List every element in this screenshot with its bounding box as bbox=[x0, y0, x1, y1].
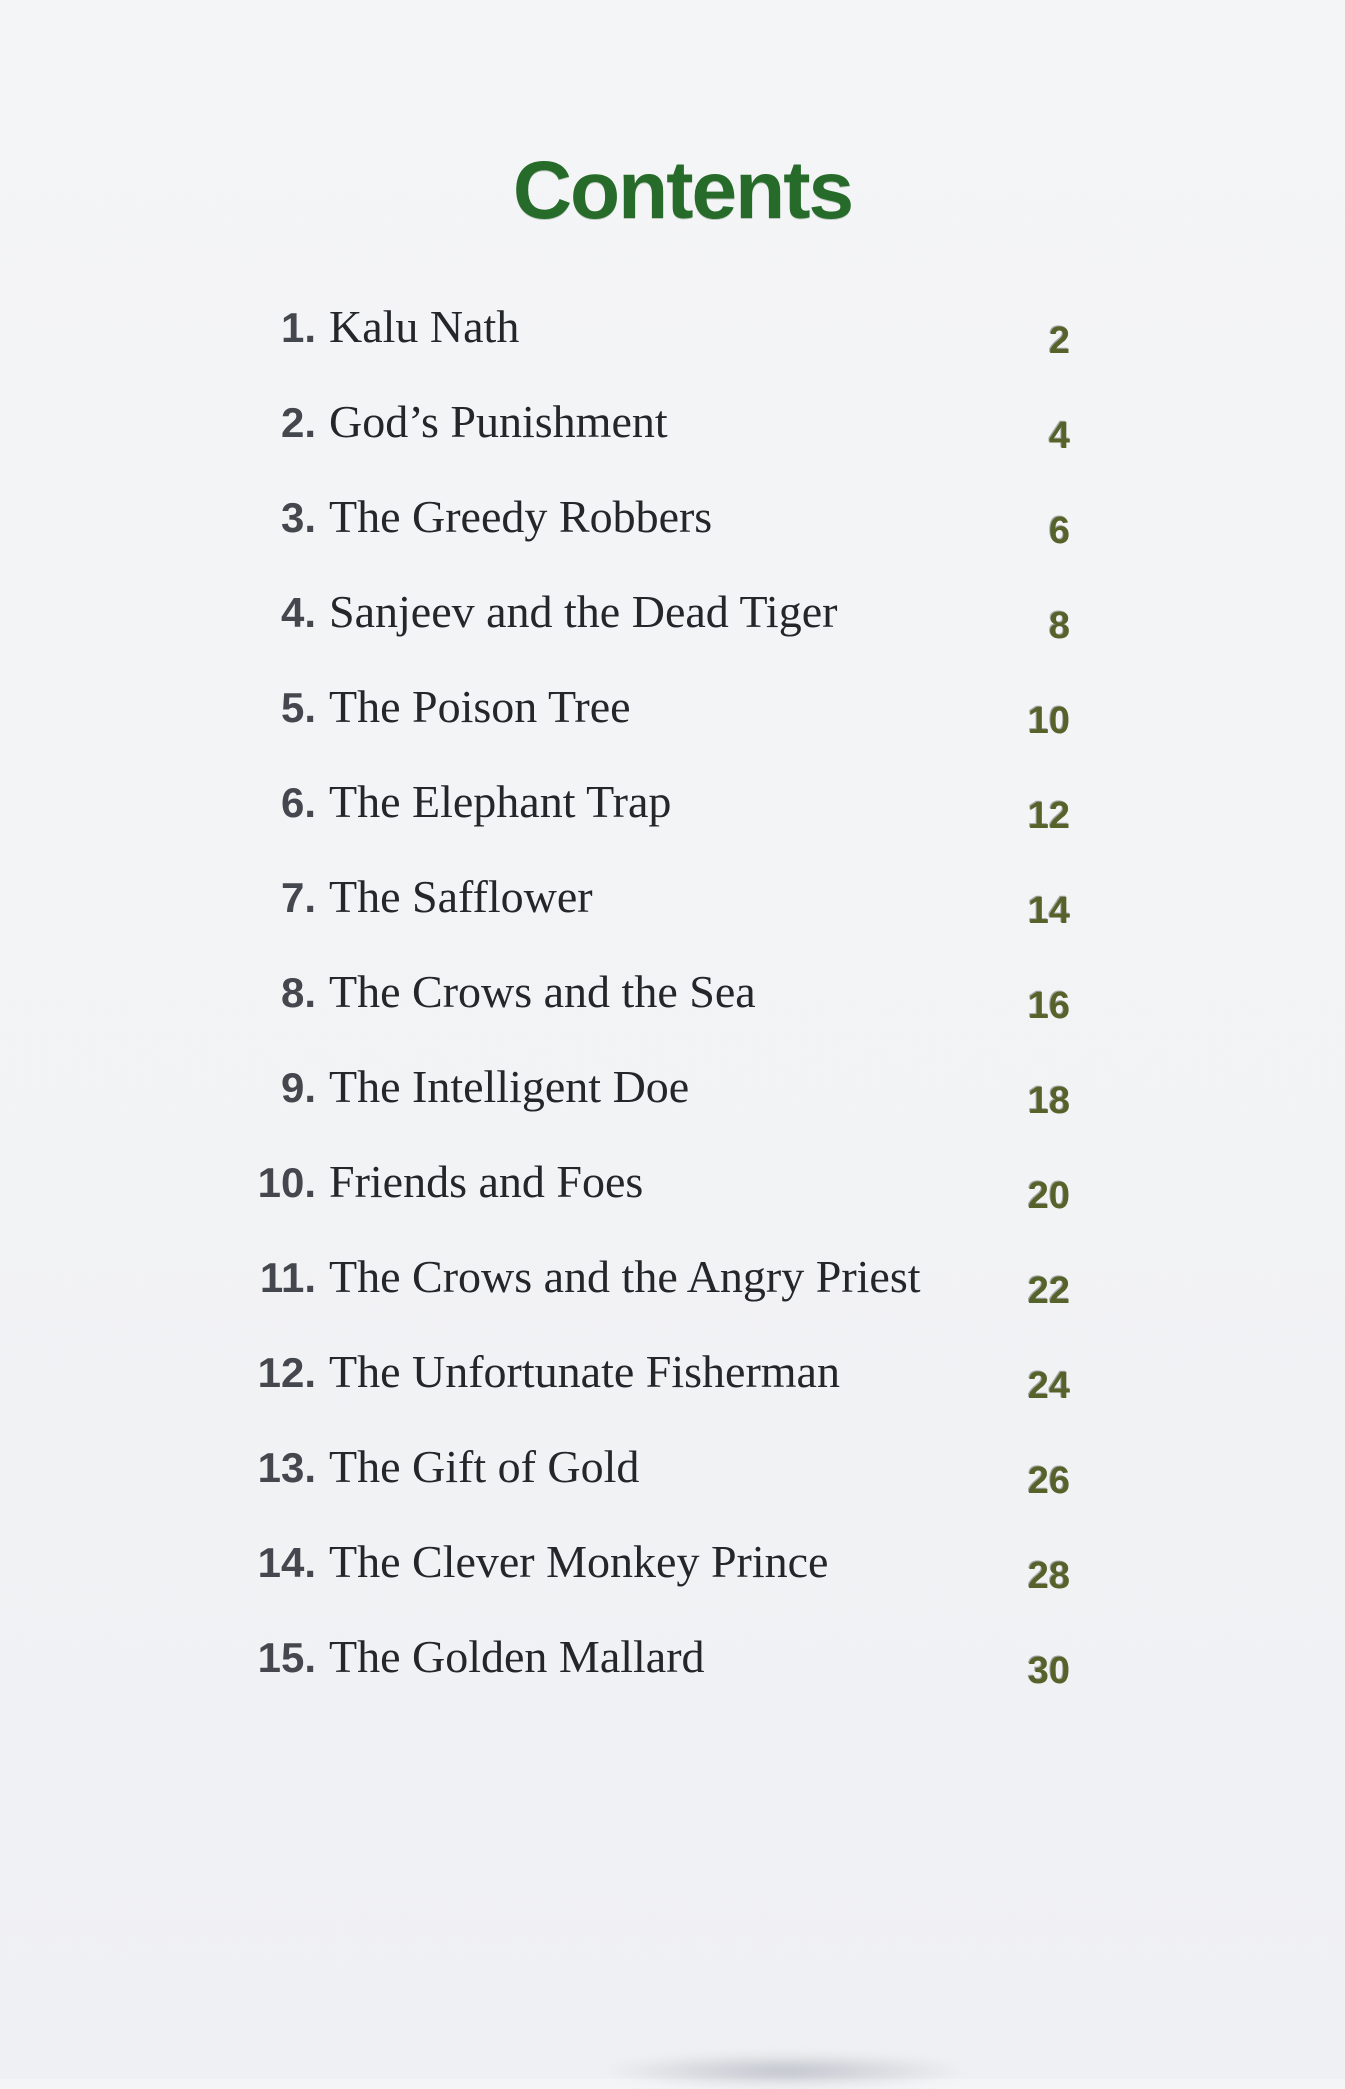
toc-item-page-number: 30 bbox=[1027, 1650, 1070, 1692]
toc-item-page-number: 26 bbox=[1027, 1460, 1070, 1502]
toc-item-title: The Gift of Gold bbox=[329, 1441, 640, 1492]
toc-item-title: The Golden Mallard bbox=[329, 1631, 705, 1682]
toc-item-page-number: 10 bbox=[1027, 700, 1070, 742]
toc-item-page-number: 14 bbox=[1027, 890, 1070, 932]
toc-row bbox=[0, 965, 1345, 1060]
toc-item-page-number: 6 bbox=[1048, 510, 1070, 552]
toc-row bbox=[0, 300, 1345, 395]
toc-row bbox=[0, 1345, 1345, 1440]
toc-item-number: 8. bbox=[280, 969, 316, 1016]
toc-item-number: 7. bbox=[280, 874, 316, 921]
toc-item-page-number: 28 bbox=[1027, 1555, 1070, 1597]
toc-row bbox=[0, 775, 1345, 870]
toc-item-title: The Poison Tree bbox=[329, 681, 631, 732]
toc-item-number: 6. bbox=[280, 779, 316, 826]
toc-item-page-number: 12 bbox=[1027, 795, 1070, 837]
toc-item-title: The Safflower bbox=[329, 871, 593, 922]
toc-item-number: 5. bbox=[280, 684, 316, 731]
toc-item-page-number: 16 bbox=[1027, 985, 1070, 1027]
toc-item-number: 13. bbox=[257, 1444, 316, 1491]
toc-item-title: The Intelligent Doe bbox=[329, 1061, 690, 1112]
toc-item-page-number: 8 bbox=[1048, 605, 1070, 647]
toc-item-title: The Greedy Robbers bbox=[329, 491, 713, 542]
toc-item-number: 2. bbox=[280, 399, 316, 446]
toc-row bbox=[0, 1060, 1345, 1155]
toc-item-title: Kalu Nath bbox=[329, 301, 520, 352]
toc-item-page-number: 24 bbox=[1027, 1365, 1070, 1407]
toc-row bbox=[0, 1440, 1345, 1535]
toc-row bbox=[0, 1630, 1345, 1725]
toc-row bbox=[0, 490, 1345, 585]
toc-item-title: Sanjeev and the Dead Tiger bbox=[329, 586, 838, 637]
toc-row bbox=[0, 395, 1345, 490]
toc-item-page-number: 22 bbox=[1027, 1270, 1070, 1312]
toc-item-number: 12. bbox=[257, 1349, 316, 1396]
toc-row bbox=[0, 1535, 1345, 1630]
toc-row bbox=[0, 680, 1345, 775]
toc-item-title: God’s Punishment bbox=[329, 396, 668, 447]
toc-item-title: The Unfortunate Fisherman bbox=[329, 1346, 840, 1397]
toc-item-number: 14. bbox=[257, 1539, 316, 1586]
toc-item-number: 11. bbox=[259, 1254, 316, 1301]
toc-item-number: 10. bbox=[257, 1159, 316, 1206]
toc-row bbox=[0, 870, 1345, 965]
toc-item-page-number: 18 bbox=[1027, 1080, 1070, 1122]
toc-item-number: 15. bbox=[257, 1634, 316, 1681]
page-bottom-shadow bbox=[600, 2053, 970, 2089]
toc-list bbox=[0, 300, 1345, 1725]
toc-item-title: Friends and Foes bbox=[329, 1156, 644, 1207]
toc-item-title: The Crows and the Angry Priest bbox=[329, 1251, 921, 1302]
toc-item-number: 1. bbox=[280, 304, 316, 351]
toc-row bbox=[0, 1155, 1345, 1250]
toc-row bbox=[0, 1250, 1345, 1345]
toc-item-title: The Elephant Trap bbox=[329, 776, 672, 827]
toc-item-title: The Clever Monkey Prince bbox=[329, 1536, 829, 1587]
toc-item-number: 3. bbox=[280, 494, 316, 541]
toc-item-page-number: 4 bbox=[1048, 415, 1070, 457]
page-title: Contents bbox=[512, 145, 853, 236]
toc-item-number: 4. bbox=[280, 589, 316, 636]
toc-row bbox=[0, 585, 1345, 680]
toc-item-page-number: 20 bbox=[1027, 1175, 1070, 1217]
toc-item-page-number: 2 bbox=[1048, 320, 1070, 362]
toc-item-title: The Crows and the Sea bbox=[329, 966, 756, 1017]
toc-item-number: 9. bbox=[280, 1064, 316, 1111]
